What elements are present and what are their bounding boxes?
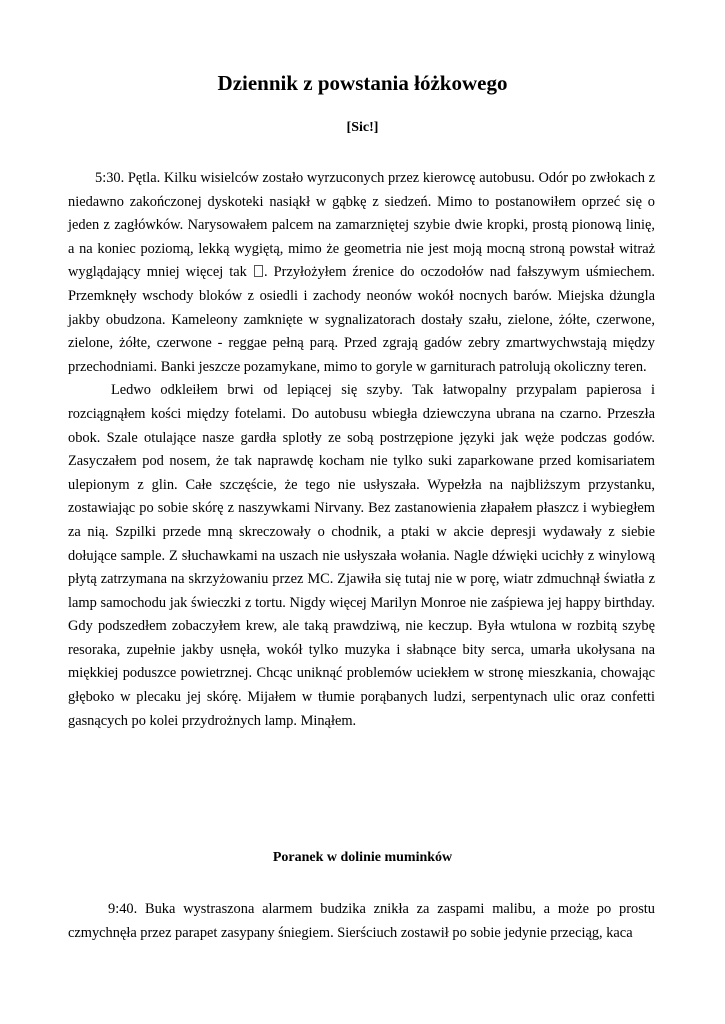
document-body <box>68 167 655 733</box>
section-title: Poranek w dolinie muminków <box>272 850 453 865</box>
missing-glyph-icon <box>254 265 263 277</box>
author-line <box>0 119 725 137</box>
paragraph-text-part-2: . Przyłożyłem źrenice do oczodołów nad fałszywym uśmiechem. Przemknęły wschody bloków z osiedli i zachody neonów wokół nocnych barów. Miejska dżungla jakby obudzona. Kameleony zamknięte w sygnalizatorach dostały szału, zielone, żółte, czerwone, zielone, żółte, czerwone - reggae pełną parą. Przed zgrają gadów zebry zmartwychwstają między przechodniami. Banki jeszcze pozamykane, mimo to goryle w garniturach patrolują okoliczny teren. <box>68 264 655 375</box>
paragraph <box>68 167 655 379</box>
paragraph: 9:40. Buka wystraszona alarmem budzika znikła za zaspami malibu, a może po prostu czmychnęła przez parapet zasypany śniegiem. Sierściuch zostawił po sobie jedynie przeciąg, kaca <box>68 901 655 941</box>
author-name: [Sic!] <box>346 120 379 135</box>
document-title: Dziennik z powstania łóżkowego <box>217 71 508 95</box>
paragraph-text-part-1: 5:30. Pętla. Kilku wisielców zostało wyrzuconych przez kierowcę autobusu. Odór po zwłokach z niedawno zakończonej dyskoteki nasiąkł w gąbkę z siedzeń. Mimo to postanowiłem oprzeć się o jeden z zagłówków. Narysowałem palcem na zamarzniętej szybie dwie kropki, prostą pionową linię, a na koniec poziomą, lekką wygiętą, mimo że geometria nie jest moją mocną stroną powstał witraż wyglądający mniej więcej tak <box>68 170 655 281</box>
section-body <box>68 898 655 945</box>
paragraph: Ledwo odkleiłem brwi od lepiącej się szyby. Tak łatwopalny przypalam papierosa i rozciągnąłem kości między fotelami. Do autobusu wbiegła dziewczyna ubrana na czarno. Przeszła obok. Szale otulające nasze gardła splotły ze sobą postrzępione języki jak węże podczas godów. Zasyczałem pod nosem, że tak naprawdę kocham nie tylko suki zaparkowane przed komisariatem ulepionym z glin. Całe szczęście, że tego nie usłyszała. Wypełzła na najbliższym przystanku, zostawiając po sobie skórę z naszywkami Nirvany. Bez zastanowienia złapałem płaszcz i wybiegłem za nią. Szpilki przede mną skreczowały o chodnik, a ptaki w akcie depresji wydawały z siebie dołujące sample. Z słuchawkami na uszach nie usłyszała wołania. Nagle dźwięki ucichły z winylową płytą zatrzymana na skrzyżowaniu przez MC. Zjawiła się tutaj nie w porę, wiatr zdmuchnął światła z lamp samochodu jak świeczki z tortu. Nigdy więcej Marilyn Monroe nie zaśpiewa jej happy birthday. Gdy podszedłem zobaczyłem krew, ale taką prawdziwą, nie keczup. Była wtulona w rozbitą szybę resoraka, zupełnie jakby usnęła, wokół tylko muzyka i słabnące bity serca, umarła ukołysana na miękkiej poduszce powietrznej. Chcąc uniknąć problemów uciekłem w stronę mieszkania, chowając głęboko w plecaku jej skórę. Mijałem w tłumie porąbanych ludzi, serpentynach ulic oraz confetti gasnących po kolei przydrożnych lamp. Minąłem. <box>68 382 655 729</box>
